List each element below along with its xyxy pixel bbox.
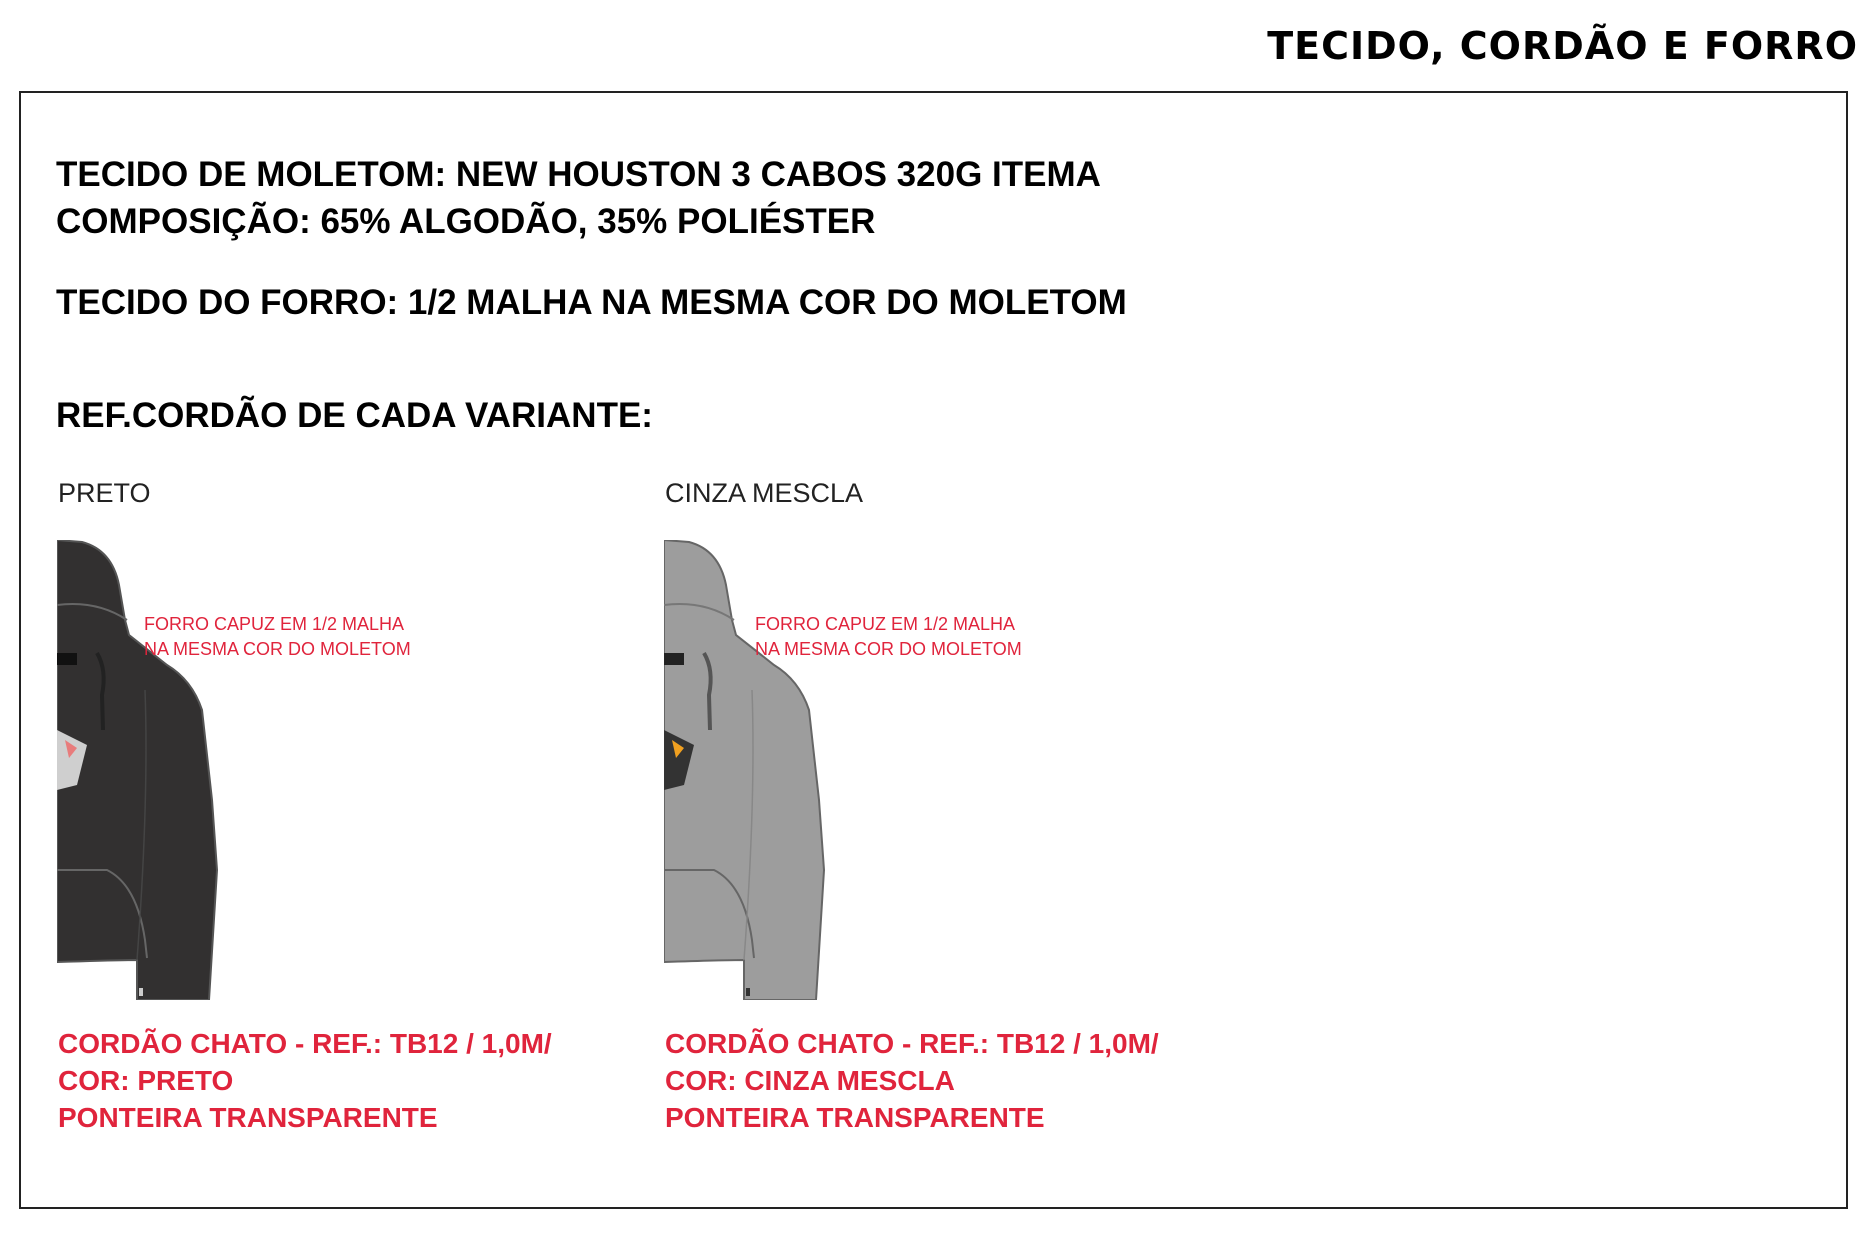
cuff-tag <box>139 988 143 996</box>
brand-tag <box>664 653 684 665</box>
lining-spec: TECIDO DO FORRO: 1/2 MALHA NA MESMA COR DO MOLETOM <box>56 283 1127 322</box>
hoodie-image-preto <box>57 540 327 1000</box>
composition-spec: COMPOSIÇÃO: 65% ALGODÃO, 35% POLIÉSTER <box>56 202 876 241</box>
cord-ref-line: CORDÃO CHATO - REF.: TB12 / 1,0M/ <box>58 1028 552 1059</box>
fabric-spec: TECIDO DE MOLETOM: NEW HOUSTON 3 CABOS 320G ITEMA <box>56 155 1101 194</box>
brand-tag <box>57 653 77 665</box>
hoodie-image-cinza <box>664 540 934 1000</box>
cord-color-line: COR: CINZA MESCLA <box>665 1065 955 1096</box>
lining-note-line1: FORRO CAPUZ EM 1/2 MALHA <box>144 614 405 634</box>
cord-heading: REF.CORDÃO DE CADA VARIANTE: <box>56 396 653 435</box>
hoodie-body <box>57 540 217 1000</box>
lining-note-line2: NA MESMA COR DO MOLETOM <box>144 639 411 659</box>
cord-color-line: COR: PRETO <box>58 1065 234 1096</box>
variant-label-preto: PRETO <box>58 478 151 508</box>
lining-note-line2: NA MESMA COR DO MOLETOM <box>755 639 1022 659</box>
cuff-tag <box>746 988 750 996</box>
lining-note-cinza <box>755 612 1022 662</box>
cord-ref-line: CORDÃO CHATO - REF.: TB12 / 1,0M/ <box>665 1028 1159 1059</box>
cord-info-cinza <box>665 1025 1159 1136</box>
variant-label-cinza: CINZA MESCLA <box>665 478 864 508</box>
cord-info-preto <box>58 1025 552 1136</box>
hoodie-body <box>664 540 824 1000</box>
cord-tip-line: PONTEIRA TRANSPARENTE <box>665 1102 1045 1133</box>
page-title: TECIDO, CORDÃO E FORRO <box>1267 24 1858 68</box>
lining-note-line1: FORRO CAPUZ EM 1/2 MALHA <box>755 614 1016 634</box>
cord-tip-line: PONTEIRA TRANSPARENTE <box>58 1102 438 1133</box>
lining-note-preto <box>144 612 411 662</box>
